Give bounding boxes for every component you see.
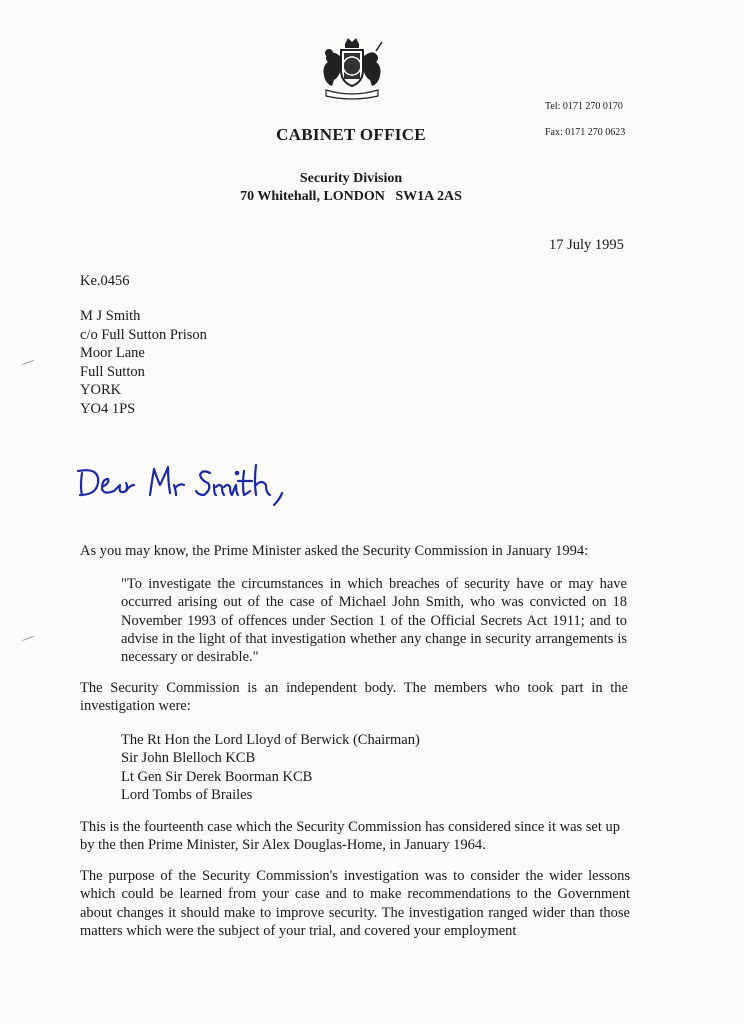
punch-mark: [22, 636, 34, 641]
punch-mark: [22, 360, 34, 365]
member-name: The Rt Hon the Lord Lloyd of Berwick (Chairman): [121, 732, 420, 748]
reference-number: Ke.0456: [80, 273, 130, 289]
member-name: Sir John Blelloch KCB: [121, 750, 256, 767]
recipient-address: [80, 307, 207, 418]
address-line: YORK: [80, 382, 122, 398]
sender-address: [0, 170, 702, 206]
address-line: M J Smith: [80, 308, 141, 324]
address-line: Full Sutton: [80, 363, 145, 380]
office-title: CABINET OFFICE: [276, 125, 426, 144]
address-line: YO4 1PS: [80, 400, 136, 417]
royal-crest-icon: [310, 36, 394, 102]
paragraph-purpose: The purpose of the Security Commission's investigation was to consider the wider lessons which could be learned from your case and to make recommendations to the Government about changes it should make to improve security. The investigation ranged wider than those matters which were the subject of your trial, and covered your employment: [80, 868, 630, 939]
quoted-terms-of-reference: "To investigate the circumstances in which breaches of security have or may have occurred arising out of the case of Michael John Smith, who was convicted on 18 November 1993 of offences under Section 1 of the Official Secrets Act 1911; and to advise in the light of that investigation whether any change in security arrangements is necessary or desirable.": [121, 576, 627, 666]
commission-members-list: [121, 731, 420, 804]
address-line: Moor Lane: [80, 345, 145, 361]
member-name: Lord Tombs of Brailes: [121, 786, 253, 803]
paragraph-commission: The Security Commission is an independent body. The members who took part in the investigation were:: [80, 680, 628, 715]
letter-date: 17 July 1995: [549, 237, 624, 253]
street-address: 70 Whitehall, LONDON SW1A 2AS: [240, 189, 462, 204]
member-name: Lt Gen Sir Derek Boorman KCB: [121, 768, 313, 785]
paragraph-intro: As you may know, the Prime Minister asked the Security Commission in January 1994:: [80, 543, 589, 559]
handwritten-salutation: [74, 455, 304, 513]
address-line: c/o Full Sutton Prison: [80, 326, 207, 343]
paragraph-history: This is the fourteenth case which the Security Commission has considered since it was set up by the then Prime Minister, Sir Alex Douglas-Home, in January 1964.: [80, 819, 621, 854]
division-name: Security Division: [299, 171, 403, 186]
fax-number: Fax: 0171 270 0623: [545, 127, 626, 138]
telephone-number: Tel: 0171 270 0170: [545, 101, 623, 112]
